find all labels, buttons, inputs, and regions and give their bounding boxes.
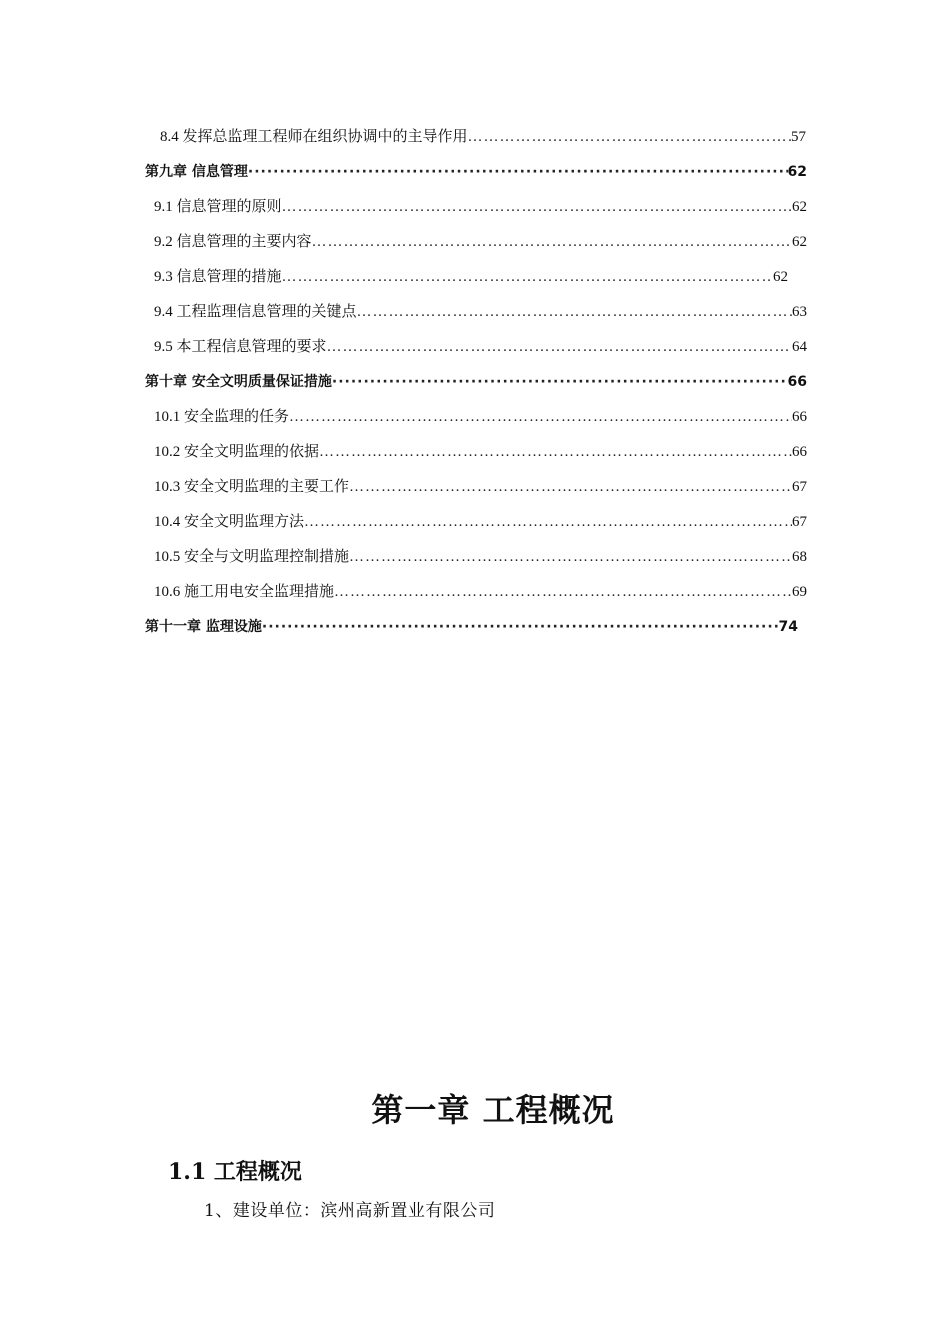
toc-leader (332, 372, 788, 392)
toc-leader (319, 442, 792, 462)
toc-entry[interactable] (154, 582, 807, 602)
toc-entry-page: 57 (791, 129, 806, 145)
toc-entry[interactable] (154, 197, 807, 217)
toc-entry-label: 第九章 信息管理 (145, 164, 248, 180)
toc-entry-page: 62 (792, 199, 807, 215)
toc-entry-label: 10.4 安全文明监理方法 (154, 514, 305, 530)
toc-leader (248, 162, 788, 182)
toc-entry[interactable] (154, 337, 807, 357)
toc-entry-label: 9.1 信息管理的原则 (154, 199, 282, 215)
toc-chapter-entry[interactable] (145, 372, 807, 392)
toc-entry-page: 66 (787, 374, 807, 390)
toc-leader (289, 407, 792, 427)
toc-entry-page: 62 (787, 164, 807, 180)
toc-entry[interactable] (154, 547, 807, 567)
toc-entry[interactable] (154, 407, 807, 427)
toc-entry-label: 10.6 施工用电安全监理措施 (154, 584, 335, 600)
toc-entry-page: 67 (792, 479, 807, 495)
toc-entry-label: 9.3 信息管理的措施 (154, 269, 282, 285)
chapter-title: 第一章 工程概况 (371, 1091, 615, 1129)
toc-entry-label: 9.2 信息管理的主要内容 (154, 234, 312, 250)
toc-leader (282, 197, 792, 217)
toc-leader (262, 617, 779, 637)
toc-entry-page: 62 (792, 234, 807, 250)
toc-leader (304, 512, 792, 532)
toc-entry-label: 10.5 安全与文明监理控制措施 (154, 549, 350, 565)
toc-entry-label: 9.5 本工程信息管理的要求 (154, 339, 327, 355)
toc-entry[interactable] (160, 127, 806, 147)
toc-entry-page: 66 (792, 409, 807, 425)
toc-entry-page: 62 (773, 269, 788, 285)
toc-entry[interactable] (154, 267, 788, 287)
toc-leader (357, 302, 792, 322)
toc-entry-page: 67 (792, 514, 807, 530)
toc-entry-page: 64 (792, 339, 807, 355)
toc-entry[interactable] (154, 442, 807, 462)
toc-entry-label: 10.3 安全文明监理的主要工作 (154, 479, 350, 495)
section-title: 1.1 工程概况 (168, 1159, 302, 1185)
toc-leader (282, 267, 773, 287)
toc-entry-page: 66 (792, 444, 807, 460)
toc-chapter-entry[interactable] (145, 162, 807, 182)
toc-leader (327, 337, 792, 357)
toc-entry-label: 9.4 工程监理信息管理的关键点 (154, 304, 357, 320)
toc-entry-label: 8.4 发挥总监理工程师在组织协调中的主导作用 (160, 129, 468, 145)
toc-entry-page: 68 (792, 549, 807, 565)
toc-entry-page: 69 (792, 584, 807, 600)
toc-entry-label: 10.2 安全文明监理的依据 (154, 444, 320, 460)
toc-entry-page: 63 (792, 304, 807, 320)
toc-chapter-entry[interactable] (145, 617, 798, 637)
toc-leader (468, 127, 791, 147)
toc-leader (349, 477, 792, 497)
toc-leader (349, 547, 792, 567)
toc-entry[interactable] (154, 512, 807, 532)
body-paragraph: 1、建设单位：滨州高新置业有限公司 (204, 1201, 496, 1221)
toc-entry-label: 第十章 安全文明质量保证措施 (145, 374, 332, 390)
toc-entry-label: 10.1 安全监理的任务 (154, 409, 290, 425)
toc-entry[interactable] (154, 302, 807, 322)
toc-leader (312, 232, 792, 252)
toc-entry[interactable] (154, 477, 807, 497)
toc-entry-label: 第十一章 监理设施 (145, 619, 262, 635)
toc-leader (334, 582, 792, 602)
toc-entry[interactable] (154, 232, 807, 252)
toc-entry-page: 74 (778, 619, 798, 635)
